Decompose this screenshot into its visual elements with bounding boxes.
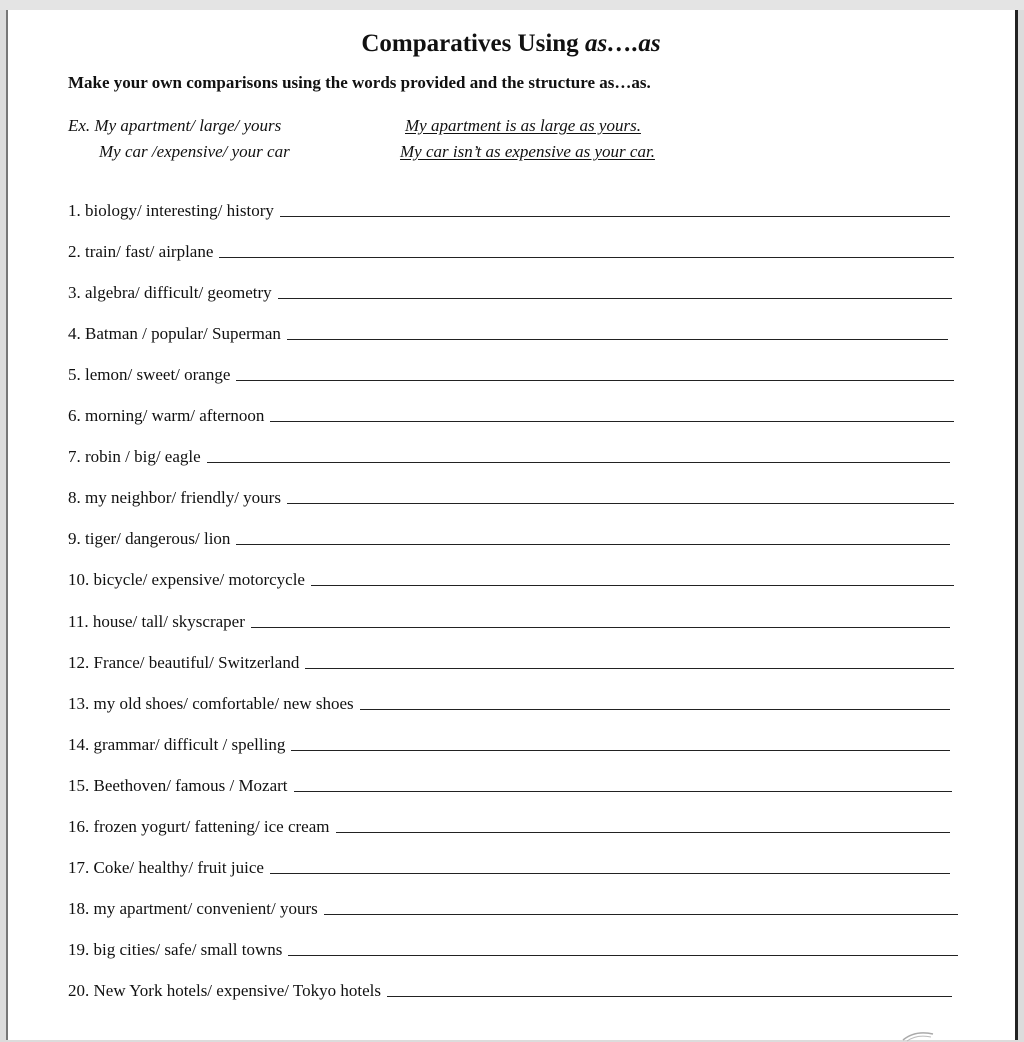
title-main-text: Comparatives Using xyxy=(361,30,585,57)
exercise-prompt: 16. frozen yogurt/ fattening/ ice cream xyxy=(68,816,330,836)
answer-line[interactable] xyxy=(360,708,950,710)
exercise-prompt: 2. train/ fast/ airplane xyxy=(68,242,214,262)
exercise-prompt: 17. Coke/ healthy/ fruit juice xyxy=(68,857,264,877)
answer-line[interactable] xyxy=(280,215,950,217)
exercise-prompt: 12. France/ beautiful/ Switzerland xyxy=(68,652,300,672)
exercise-item xyxy=(68,484,954,508)
answer-line[interactable] xyxy=(219,256,954,258)
exercise-item xyxy=(68,690,950,714)
exercise-prompt: 19. big cities/ safe/ small towns xyxy=(68,939,283,959)
answer-line[interactable] xyxy=(311,584,954,586)
exercise-prompt: 3. algebra/ difficult/ geometry xyxy=(68,283,272,303)
exercise-item xyxy=(68,443,950,467)
answer-line[interactable] xyxy=(207,461,950,463)
exercise-prompt: 7. robin / big/ eagle xyxy=(68,447,201,467)
answer-line[interactable] xyxy=(287,338,948,340)
exercise-prompt: 5. lemon/ sweet/ orange xyxy=(68,365,231,385)
exercise-item xyxy=(68,566,954,590)
exercise-prompt: 20. New York hotels/ expensive/ Tokyo hotels xyxy=(68,980,381,1000)
page-title xyxy=(8,30,1014,58)
title-emphasis-text: as….as xyxy=(584,30,661,57)
exercise-item xyxy=(68,854,950,878)
answer-line[interactable] xyxy=(294,790,952,792)
exercise-item xyxy=(68,977,952,1001)
exercise-item xyxy=(68,197,950,221)
answer-line[interactable] xyxy=(251,626,950,628)
exercise-item xyxy=(68,361,954,385)
exercise-item xyxy=(68,525,950,549)
exercise-prompt: 9. tiger/ dangerous/ lion xyxy=(68,529,231,549)
answer-line[interactable] xyxy=(305,667,954,669)
exercise-item xyxy=(68,320,948,344)
answer-line[interactable] xyxy=(236,543,950,545)
answer-line[interactable] xyxy=(270,420,954,422)
exercise-item xyxy=(68,813,950,837)
exercise-prompt: 1. biology/ interesting/ history xyxy=(68,201,274,220)
exercise-prompt: 14. grammar/ difficult / spelling xyxy=(68,734,286,754)
exercise-prompt: 13. my old shoes/ comfortable/ new shoes xyxy=(68,693,354,713)
answer-line[interactable] xyxy=(288,954,958,956)
exercise-item xyxy=(68,936,958,960)
exercise-prompt: 6. morning/ warm/ afternoon xyxy=(68,406,265,426)
exercise-item xyxy=(68,731,950,755)
answer-line[interactable] xyxy=(387,995,952,997)
answer-line[interactable] xyxy=(336,831,951,833)
exercise-item xyxy=(68,402,954,426)
exercise-item xyxy=(68,279,952,303)
example-answer-1: My apartment is as large as yours. xyxy=(405,116,641,135)
exercise-prompt: 15. Beethoven/ famous / Mozart xyxy=(68,775,288,795)
exercise-item xyxy=(68,238,954,262)
exercise-item xyxy=(68,649,954,673)
answer-line[interactable] xyxy=(287,502,954,504)
exercise-prompt: 4. Batman / popular/ Superman xyxy=(68,324,281,344)
window-top-strip xyxy=(0,0,1024,10)
exercise-prompt: 8. my neighbor/ friendly/ yours xyxy=(68,488,281,508)
example-prompt-2: My car /expensive/ your car xyxy=(99,142,290,161)
exercise-item xyxy=(68,772,952,796)
exercise-prompt: 11. house/ tall/ skyscraper xyxy=(68,611,245,631)
worksheet-page xyxy=(6,10,1018,1040)
instructions-text: Make your own comparisons using the words provided and the structure as…as. xyxy=(68,73,651,92)
exercise-prompt: 10. bicycle/ expensive/ motorcycle xyxy=(68,570,305,590)
answer-line[interactable] xyxy=(324,913,958,915)
answer-line[interactable] xyxy=(278,297,952,299)
exercise-prompt: 18. my apartment/ convenient/ yours xyxy=(68,898,318,918)
answer-line[interactable] xyxy=(236,379,954,381)
example-answer-2: My car isn’t as expensive as your car. xyxy=(400,142,655,161)
answer-line[interactable] xyxy=(270,872,950,874)
answer-line[interactable] xyxy=(291,749,950,751)
exercise-item xyxy=(68,608,950,632)
exercise-item xyxy=(68,895,958,919)
example-prompt-1: Ex. My apartment/ large/ yours xyxy=(68,116,282,135)
